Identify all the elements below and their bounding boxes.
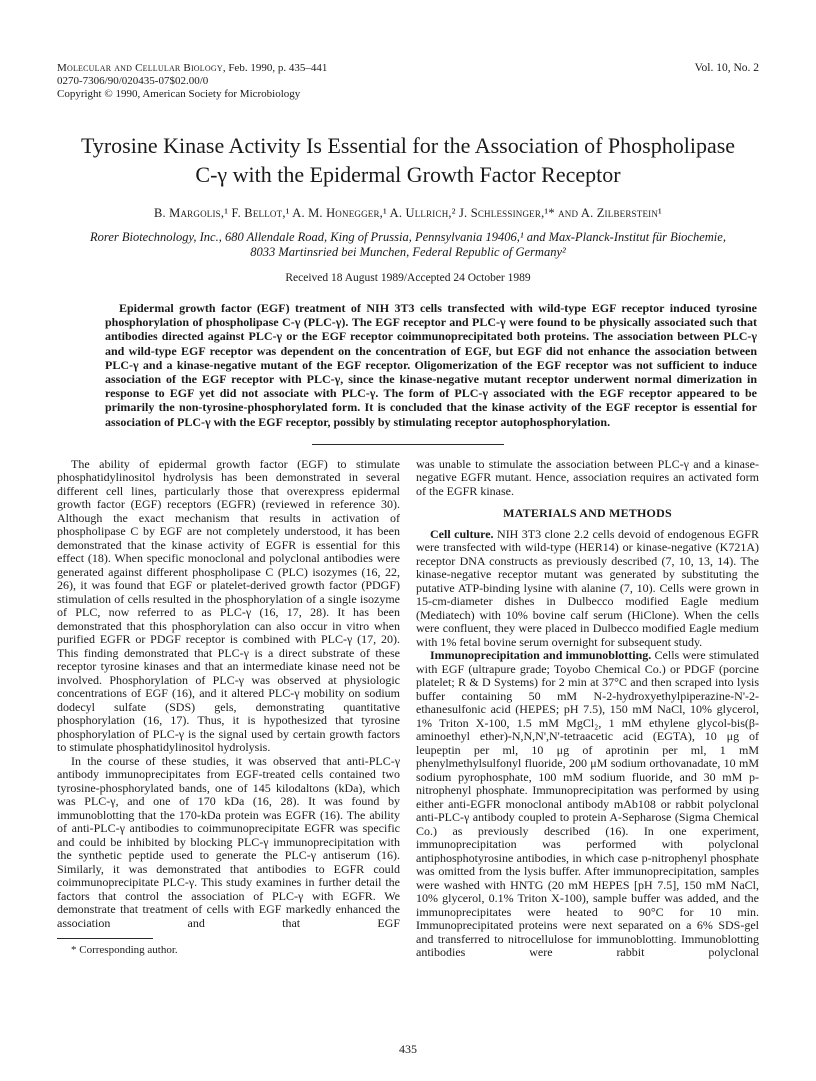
authors-line: B. Margolis,¹ F. Bellot,¹ A. M. Honegger,¹ A. Ullrich,² J. Schlessinger,¹* and A. Zilberstein¹ <box>153 206 663 220</box>
body-paragraph: In the course of these studies, it was observed that anti-PLC-γ antibody immunoprecipitates from EGF-treated cells contained two tyrosine-phosphorylated bands, one of 145 kilodaltons (kDa), which was PLC-γ, and one of 170 kDa (16, 28). It was found by immunoblotting that the 170-kDa protein was EGFR (16). The ability of anti-PLC-γ antibodies to coimmunoprecipitate EGFR was specific and could be inhibited by blocking PLC-γ immunoprecipitation with the synthetic peptide used to generate the PLC-γ antiserum (16). Similarly, it was demonstrated that antibodies to EGFR could coimmunoprecipitate PLC-γ. This study examines in further detail the factors that control the association of PLC-γ with EGFR. We demonstrate that treatment of cells with EGF markedly enhanced the association and that EGF <box>57 753 400 930</box>
body-paragraph <box>416 528 759 650</box>
received-line: Received 18 August 1989/Accepted 24 October 1989 <box>285 272 531 284</box>
journal-header <box>57 62 759 101</box>
article-title: Tyrosine Kinase Activity Is Essential for the Association of Phospholipase C-γ with the Epidermal Growth Factor Receptor <box>80 133 736 187</box>
journal-header-left <box>57 62 327 101</box>
article-body <box>57 458 759 960</box>
paragraph-text: NIH 3T3 clone 2.2 cells devoid of endogenous EGFR were transfected with wild-type (HER14) or kinase-negative (K721A) receptor DNA constructs as previously described (7, 10, 13, 14). The kinase-negative receptor mutant was generated by substituting the putative ATP-binding lysine with alanine (7, 10). Cells were grown in 15-cm-diameter dishes in Dulbecco modified Eagle medium (Mediatech) with 10% bovine calf serum (HiClone). When the cells were confluent, they were placed in Dulbecco modified Eagle medium with 1% fetal bovine serum overnight for subsequent study. <box>416 526 759 649</box>
left-column <box>57 458 400 960</box>
abstract-paragraph: Epidermal growth factor (EGF) treatment of NIH 3T3 cells transfected with wild-type EGF receptor induced tyrosine phosphorylation of phospholipase C-γ (PLC-γ). The EGF receptor and PLC-γ were found to be physically associated such that antibodies directed against PLC-γ or the EGF receptor coimmunoprecipitated both proteins. The association between PLC-γ and wild-type EGF receptor was dependent on the concentration of EGF, but EGF did not enhance the association between PLC-γ and a kinase-negative mutant of the EGF receptor. Oligomerization of the EGF receptor was not sufficient to induce association of the EGF receptor with PLC-γ, since the kinase-negative mutant receptor underwent normal dimerization in response to EGF yet did not associate with PLC-γ. The form of PLC-γ associated with the EGF receptor appeared to be primarily the non-tyrosine-phosphorylated form. It is concluded that the kinase activity of the EGF receptor is essential for association of PLC-γ with the EGF receptor, possibly by stimulating receptor autophosphorylation. <box>105 301 757 429</box>
body-paragraph: The ability of epidermal growth factor (EGF) to stimulate phosphatidylinositol hydrolysis has been demonstrated in several different cell lines, particularly those that overexpress epidermal growth factor (EGF) receptors (EGFR) (reviewed in reference 30). Although the exact mechanism that results in activation of phospholipase C by EGF are not completely understood, it has been demonstrated that the kinase activity of EGFR is essential for this effect (18). When specific monoclonal and polyclonal antibodies were generated against different phospholipase C (PLC) isozymes (16, 22, 26), it was found that EGF or platelet-derived growth factor (PDGF) stimulation of cells resulted in the phosphorylation of a single isozyme of PLC, now referred to as PLC-γ (16, 17, 28). It has been demonstrated that this phosphorylation can also occur in vitro when purified EGFR or PDGF receptor is combined with PLC-γ (17, 20). This finding demonstrated that PLC-γ is a direct substrate of these receptor tyrosine kinases and that an intermediate kinase need not be involved. Phosphorylation of PLC-γ was observed at physiologic concentrations of EGF (16), and it altered PLC-γ mobility on sodium dodecyl sulfate (SDS) gels, demonstrating quantitative phosphorylation (16, 17). Thus, it is hypothesized that tyrosine phosphorylation of PLC-γ is the signal used by certain growth factors to stimulate phosphatidylinositol hydrolysis. <box>57 456 400 755</box>
right-column <box>416 458 759 960</box>
footnote-area <box>57 938 400 958</box>
paragraph-lead-in: Cell culture. <box>430 526 494 541</box>
body-paragraph: was unable to stimulate the association between PLC-γ and a kinase-negative EGFR mutant. Hence, association requires an activated form of the EGFR kinase. <box>416 456 759 498</box>
body-paragraph <box>416 649 759 960</box>
footnote-rule <box>57 938 153 939</box>
affiliations-line: Rorer Biotechnology, Inc., 680 Allendale Road, King of Prussia, Pennsylvania 19406,¹ and Max-Planck-Institut für Biochemie, 8033 Martinsried bei Munchen, Federal Republic of Germany² <box>90 230 726 259</box>
journal-issue-info: , Feb. 1990, p. 435–441 <box>222 62 328 74</box>
page-number: 435 <box>399 1042 417 1056</box>
paragraph-text: Cells were stimulated with EGF (ultrapure grade; Toyobo Chemical Co.) or PDGF (porcine platelet; R & D Systems) for 2 min at 37°C and then scraped into lysis buffer containing 50 mM N-2-hydroxyethylpiperazine-N'-2-ethanesulfonic acid (HEPES; pH 7.5), 150 mM NaCl, 10% glycerol, 1% Triton X-100, 1.5 mM MgCl₂, 1 mM ethylene glycol-bis(β-aminoethyl ether)-N,N,N',N'-tetraacetic acid (EGTA), 10 μg of leupeptin per ml, 10 μg of aprotinin per ml, 1 mM phenylmethylsulfonyl fluoride, 200 μM sodium orthovanadate, 10 mM sodium pyrophosphate, 100 mM sodium fluoride, and 30 mM p-nitrophenyl phosphate. Immunoprecipitation was performed by using either anti-EGFR monoclonal antibody mAb108 or rabbit polyclonal anti-PLC-γ antibody coupled to protein A-Sepharose (Sigma Chemical Co.) as previously described (16). In one experiment, immunoprecipitation was performed with polyclonal antiphosphotyrosine antibodies, in which case p-nitrophenyl phosphate was omitted from the lysis buffer. After immunoprecipitation, samples were washed with HNTG (20 mM HEPES [pH 7.5], 150 mM NaCl, 10% glycerol, 0.1% Triton X-100), sample buffer was added, and the immunoprecipitates were heated to 90°C for 10 min. Immunoprecipitated proteins were next separated on a 6% SDS-gel and transferred to nitrocellulose for immunoblotting. Immunoblotting antibodies were rabbit polyclonal <box>416 648 759 960</box>
journal-name: Molecular and Cellular Biology <box>57 62 223 74</box>
issn-line: 0270-7306/90/020435-07$02.00/0 <box>57 75 209 87</box>
copyright-line: Copyright © 1990, American Society for Microbiology <box>57 88 301 100</box>
journal-line <box>57 62 327 75</box>
section-heading-materials-methods: MATERIALS AND METHODS <box>503 506 672 521</box>
paragraph-lead-in: Immunoprecipitation and immunoblotting. <box>430 648 652 663</box>
separator-rule <box>312 444 504 445</box>
footnote-text: * Corresponding author. <box>71 944 178 957</box>
volume-info: Vol. 10, No. 2 <box>694 62 759 74</box>
